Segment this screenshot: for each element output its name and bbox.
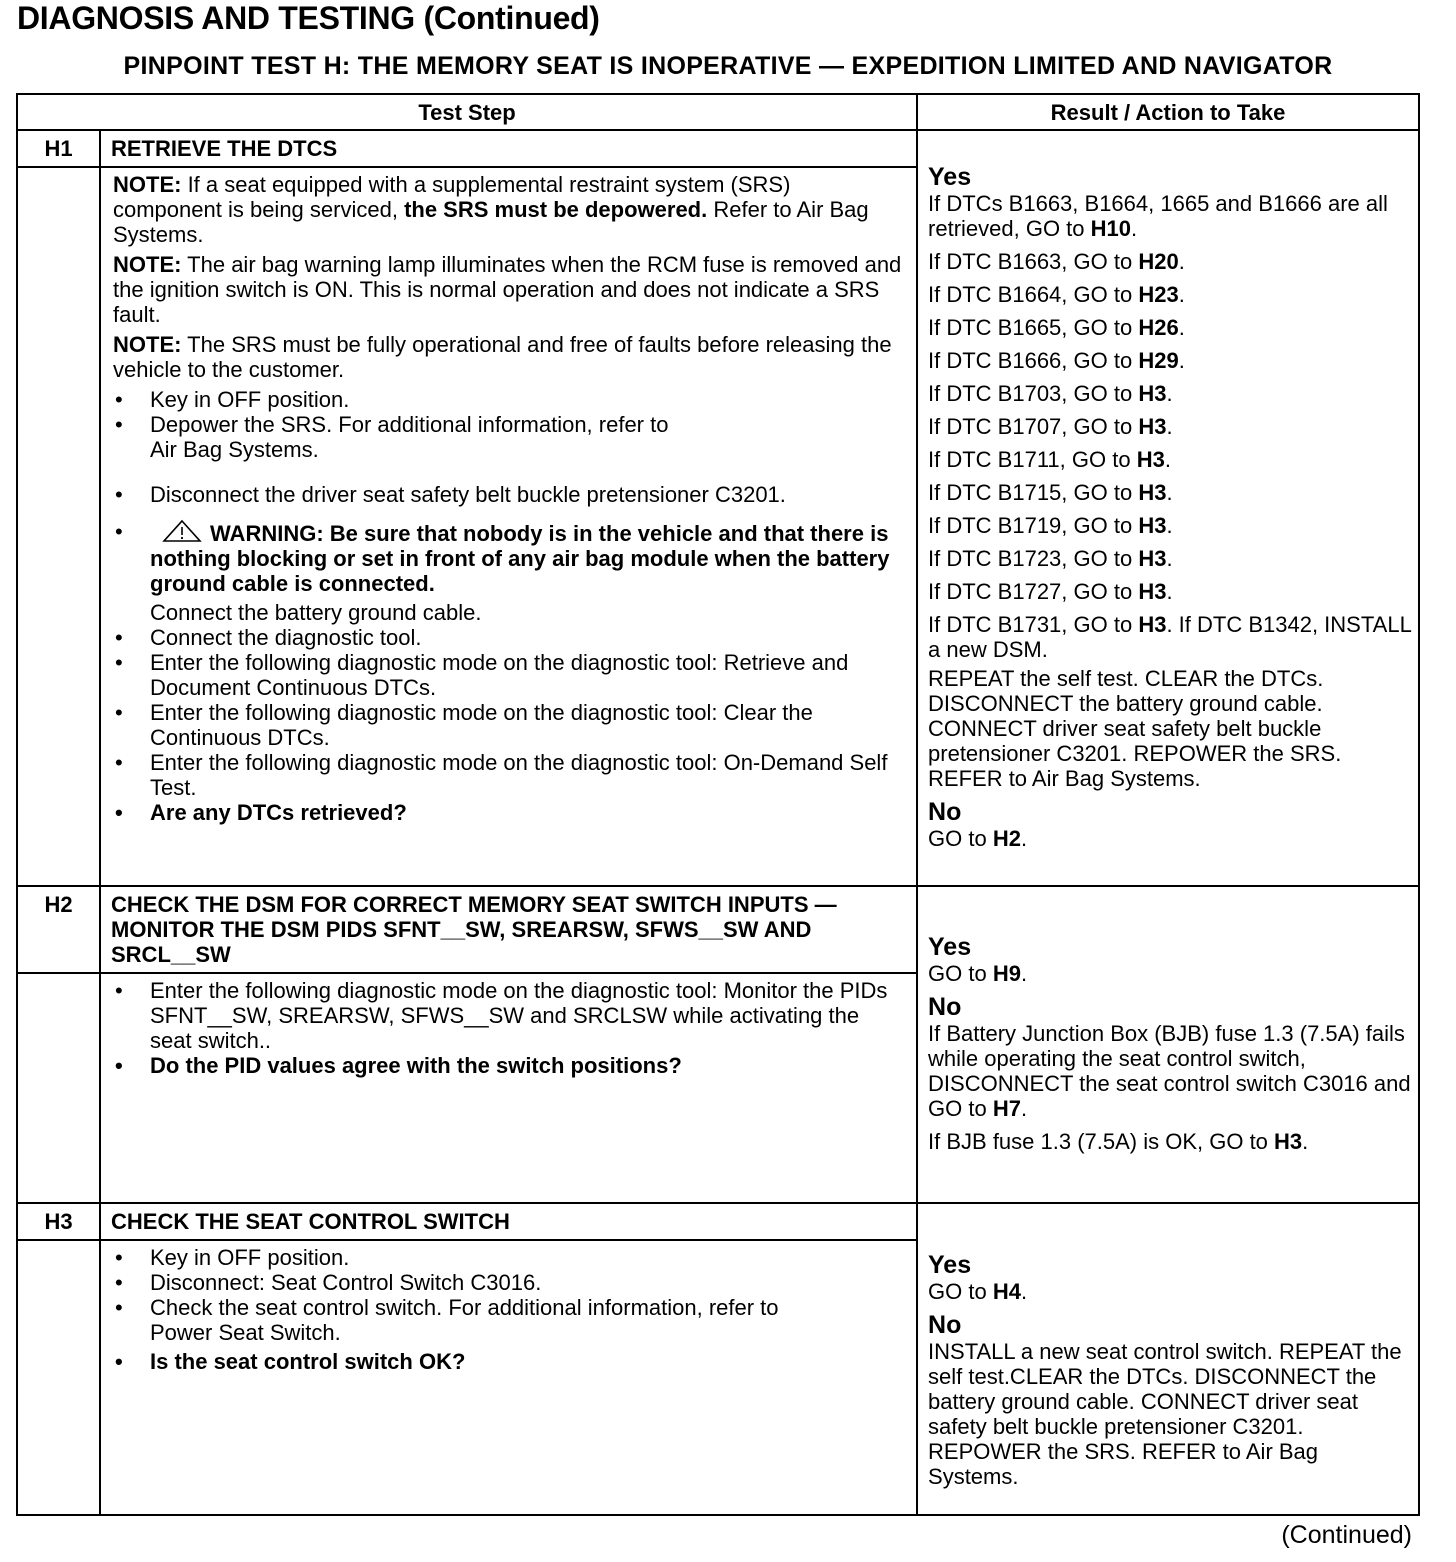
result-text: If BJB fuse 1.3 (7.5A) is OK, GO to	[928, 1129, 1275, 1155]
list-item-text: Check the seat control switch. For additional information, refer to	[150, 1294, 779, 1320]
step-h2-title-row	[17, 886, 1419, 973]
step-title: RETRIEVE THE DTCS	[100, 130, 917, 167]
result-text: INSTALL a new seat control switch. REPEAT the self test.CLEAR the DTCs. DISCONNECT the battery ground cable. CONNECT driver seat safety belt buckle pretensioner C3201. REPOWER the SRS. REFER to Air Bag Systems.	[928, 1338, 1402, 1489]
list-item-text: Connect the battery ground cable.	[150, 600, 482, 625]
goto-step: H3	[1138, 414, 1167, 440]
step-h2-instructions	[100, 973, 917, 1203]
step-list	[113, 1245, 904, 1374]
result-text: If DTC B1664, GO to	[928, 282, 1139, 308]
result-text: If DTC B1663, GO to	[928, 249, 1139, 275]
result-text: If DTC B1715, GO to	[928, 480, 1139, 506]
result-text: If DTC B1711, GO to	[928, 447, 1137, 473]
result-text: If DTC B1707, GO to	[928, 414, 1139, 440]
no-label: No	[928, 1310, 962, 1339]
goto-step: H29	[1138, 348, 1179, 374]
list-item: • Key in OFF position.	[113, 1245, 904, 1270]
step-h2-result: Yes GO to H9. No If Battery Junction Box (BJB) fuse 1.3 (7.5A) fails while operating the seat control switch, DISCONNECT the seat control switch C3016 and GO to H7. If BJB fuse 1.3 (7.5A) is OK, GO to H3.	[917, 886, 1419, 1203]
result-text: If Battery Junction Box (BJB) fuse 1.3 (7.5A) fails while operating the seat control switch, DISCONNECT the seat control switch C3016 and GO to	[928, 1021, 1411, 1122]
goto-step: H26	[1138, 315, 1179, 341]
step-number: H3	[17, 1203, 100, 1240]
list-item: • Enter the following diagnostic mode on the diagnostic tool: Monitor the PIDs SFNT__SW, SREARSW, SFWS__SW and SRCLSW while activating the seat switch..	[113, 978, 904, 1053]
goto-step: H3	[1138, 381, 1167, 407]
result-text: REPEAT the self test. CLEAR the DTCs. DISCONNECT the battery ground cable. CONNECT driver seat safety belt buckle pretensioner C3201. REPOWER the SRS. REFER to Air Bag Systems.	[928, 666, 1342, 792]
result-text: If DTC B1703, GO to	[928, 381, 1139, 407]
note-label: NOTE:	[113, 252, 182, 277]
step-h3-title-row	[17, 1203, 1419, 1240]
goto-step: H4	[992, 1278, 1021, 1304]
step-h1-instructions	[100, 167, 917, 886]
list-item: • Disconnect: Seat Control Switch C3016.	[113, 1270, 904, 1295]
result-text: If DTC B1727, GO to	[928, 579, 1139, 605]
goto-step: H10	[1090, 216, 1131, 242]
list-item	[113, 412, 904, 462]
step-h3-result: Yes GO to H4. No INSTALL a new seat control switch. REPEAT the self test.CLEAR the DTCs. DISCONNECT the battery ground cable. CONNECT driver seat safety belt buckle pretensioner C3201. REPOWER the SRS. REFER to Air Bag Systems.	[917, 1203, 1419, 1515]
note	[113, 332, 904, 382]
goto-step: H23	[1138, 282, 1179, 308]
result-text: If DTC B1665, GO to	[928, 315, 1139, 341]
list-item: • Key in OFF position.	[113, 387, 904, 412]
goto-step: H3	[1138, 546, 1167, 572]
result-text: If DTCs B1663, B1664, 1665 and B1666 are all retrieved, GO to	[928, 191, 1388, 242]
step-number: H1	[17, 130, 100, 167]
note-label: NOTE:	[113, 332, 182, 357]
list-item: • Connect the diagnostic tool.	[113, 625, 904, 650]
step-list	[113, 387, 904, 825]
result-text: If DTC B1723, GO to	[928, 546, 1139, 572]
goto-step: H3	[1138, 612, 1167, 638]
list-item: • Disconnect the driver seat safety belt buckle pretensioner C3201.	[113, 482, 904, 507]
list-item-text: Air Bag Systems.	[150, 437, 319, 462]
goto-step: H3	[1274, 1129, 1303, 1155]
list-item	[113, 1295, 904, 1345]
goto-step: H7	[992, 1096, 1021, 1122]
note-text: The air bag warning lamp illuminates when the RCM fuse is removed and the ignition switch is ON. This is normal operation and does not indicate a SRS fault.	[113, 252, 902, 327]
goto-step: H3	[1138, 579, 1167, 605]
goto-step: H2	[992, 826, 1021, 852]
list-item: • Enter the following diagnostic mode on the diagnostic tool: Retrieve and Document Continuous DTCs.	[113, 650, 904, 700]
continued-label: (Continued)	[1281, 1521, 1412, 1549]
note-text: If a seat equipped with a supplemental restraint system (SRS) component is being serviced,	[113, 172, 791, 222]
warning-text: WARNING: Be sure that nobody is in the vehicle and that there is nothing blocking or set in front of any air bag module when the battery ground cable is connected.	[150, 521, 890, 596]
no-label: No	[928, 993, 962, 1022]
yes-label: Yes	[928, 933, 972, 962]
step-number-cell-blank	[17, 167, 100, 886]
pinpoint-test-table	[16, 93, 1420, 1516]
list-item-text: Power Seat Switch.	[150, 1319, 341, 1345]
list-item-text: Depower the SRS. For additional information, refer to	[150, 412, 669, 437]
table-header-row	[17, 94, 1419, 130]
step-number: H2	[17, 886, 100, 973]
list-item: • Enter the following diagnostic mode on the diagnostic tool: Clear the Continuous DTCs.	[113, 700, 904, 750]
yes-label: Yes	[928, 1250, 972, 1279]
step-h1-result: Yes If DTCs B1663, B1664, 1665 and B1666 are all retrieved, GO to H10. If DTC B1663, GO to H20. If DTC B1664, GO to H23. If DTC B1665, GO to H26. If DTC B1666, GO to H29. If DTC B1703, GO to H3. If DTC B1707, GO to H3. If DTC B1711, GO to H3. If DTC B1715, GO to H3. If DTC B1719, GO to H3. If DTC B1723, GO to H3. If DTC B1727, GO to H3. If DTC B1731, GO to H3. If DTC B1342, INSTALL a new DSM. REPEAT the self test. CLEAR the DTCs. DISCONNECT the battery ground cable. CONNECT driver seat safety belt buckle pretensioner C3201. REPOWER the SRS. REFER to Air Bag Systems. No GO to H2.	[917, 130, 1419, 886]
step-title: CHECK THE DSM FOR CORRECT MEMORY SEAT SWITCH INPUTS — MONITOR THE DSM PIDS SFNT__SW, SREARSW, SFWS__SW AND SRCL__SW	[100, 886, 917, 973]
page-title: DIAGNOSIS AND TESTING (Continued)	[17, 0, 600, 36]
note-text: The SRS must be fully operational and free of faults before releasing the vehicle to the customer.	[113, 332, 892, 382]
step-number-cell-blank	[17, 973, 100, 1203]
goto-step: H3	[1138, 480, 1167, 506]
goto-step: H3	[1136, 447, 1165, 473]
step-title: CHECK THE SEAT CONTROL SWITCH	[100, 1203, 917, 1240]
list-item-question: • Is the seat control switch OK?	[113, 1349, 904, 1374]
result-text: . If DTC B1342, INSTALL a new DSM.	[928, 612, 1411, 663]
note-text: Refer to Air Bag Systems.	[113, 197, 869, 247]
goto-step: H9	[992, 961, 1021, 987]
goto-step: H3	[1138, 513, 1167, 539]
list-item: • Enter the following diagnostic mode on the diagnostic tool: On-Demand Self Test.	[113, 750, 904, 800]
pinpoint-test-title: PINPOINT TEST H: THE MEMORY SEAT IS INOPERATIVE — EXPEDITION LIMITED AND NAVIGATOR	[123, 52, 1333, 80]
step-h1-title-row	[17, 130, 1419, 167]
list-item	[113, 519, 904, 625]
result-text: GO to	[928, 961, 993, 987]
note-label: NOTE:	[113, 172, 182, 197]
note	[113, 252, 904, 327]
list-item-question: • Are any DTCs retrieved?	[113, 800, 904, 825]
yes-label: Yes	[928, 163, 972, 192]
result-text: If DTC B1731, GO to	[928, 612, 1139, 638]
warning-triangle-icon	[162, 519, 202, 543]
result-text: If DTC B1719, GO to	[928, 513, 1139, 539]
list-item-question: • Do the PID values agree with the switch positions?	[113, 1053, 904, 1078]
result-text: If DTC B1666, GO to	[928, 348, 1139, 374]
no-label: No	[928, 798, 962, 827]
test-step-header: Test Step	[17, 94, 917, 130]
goto-step: H20	[1138, 249, 1179, 275]
result-text: GO to	[928, 826, 993, 852]
result-header: Result / Action to Take	[917, 94, 1419, 130]
step-h3-instructions	[100, 1240, 917, 1515]
note-emphasis: the SRS must be depowered.	[404, 197, 708, 222]
step-list	[113, 978, 904, 1078]
note	[113, 172, 904, 247]
step-number-cell-blank	[17, 1240, 100, 1515]
result-text: GO to	[928, 1278, 993, 1304]
